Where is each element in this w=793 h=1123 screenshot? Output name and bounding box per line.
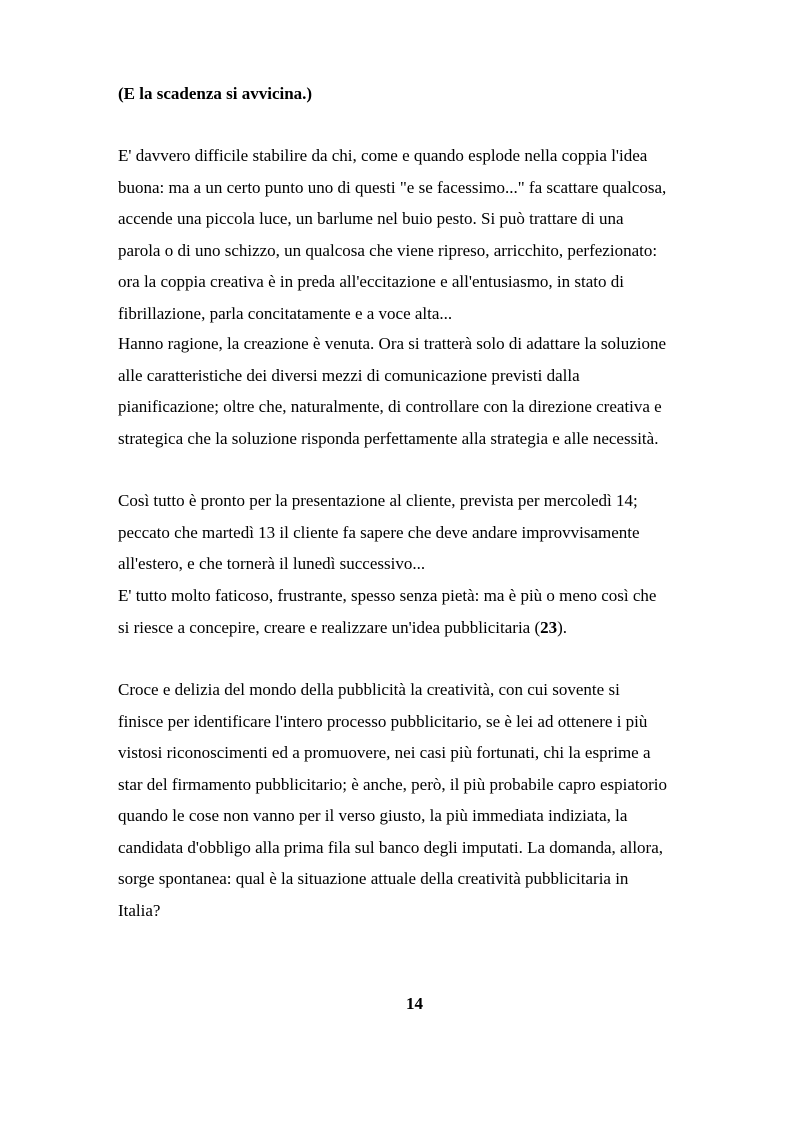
text-segment: ). [557, 617, 568, 637]
text-line: vistosi riconoscimenti ed a promuovere, nei casi più fortunati, chi la esprime a [118, 743, 651, 762]
text-line: candidata d'obbligo alla prima fila sul banco degli imputati. La domanda, allora, [118, 837, 664, 857]
text-line: strategica che la soluzione risponda perfettamente alla strategia e alle necessità. [118, 428, 659, 448]
text-line: E' tutto molto faticoso, frustrante, spesso senza pietà: ma è più o meno così che [118, 586, 657, 605]
text-line: ora la coppia creativa è in preda all'eccitazione e all'entusiasmo, in stato di [118, 272, 624, 291]
text-line: Italia? [118, 900, 161, 920]
text-line: fibrillazione, parla concitatamente e a voce alta... [118, 303, 453, 323]
text-line: Hanno ragione, la creazione è venuta. Ora si tratterà solo di adattare la soluzione [118, 334, 667, 353]
section-heading: (E la scadenza si avvicina.) [118, 84, 313, 103]
text-line: sorge spontanea: qual è la situazione attuale della creatività pubblicitaria in [118, 869, 629, 888]
paragraph-fatigue [118, 580, 718, 643]
text-line [118, 612, 718, 644]
text-line: E' davvero difficile stabilire da chi, come e quando esplode nella coppia l'idea [118, 146, 648, 165]
paragraph-creativity [118, 674, 718, 926]
text-line: star del firmamento pubblicitario; è anche, però, il più probabile capro espiatorio [118, 774, 668, 794]
page-number: 14 [406, 994, 423, 1013]
text-line: finisce per identificare l'intero processo pubblicitario, se è lei ad ottenere i più [118, 711, 648, 731]
text-line: accende una piccola luce, un barlume nel buio pesto. Si può trattare di una [118, 209, 624, 228]
footnote-reference: 23 [540, 617, 558, 637]
paragraph-presentation [118, 485, 718, 580]
text-line: quando le cose non vanno per il verso giusto, la più immediata indiziata, la [118, 806, 628, 825]
text-segment: si riesce a concepire, creare e realizzare un'idea pubblicitaria ( [118, 617, 541, 637]
text-line: peccato che martedì 13 il cliente fa sapere che deve andare improvvisamente [118, 522, 640, 542]
text-line: all'estero, e che tornerà il lunedì successivo... [118, 554, 426, 573]
text-line: pianificazione; oltre che, naturalmente, di controllare con la direzione creativa e [118, 397, 662, 416]
text-line: Croce e delizia del mondo della pubblicità la creatività, con cui sovente si [118, 680, 620, 699]
paragraph-idea [118, 140, 718, 329]
text-line: Così tutto è pronto per la presentazione al cliente, prevista per mercoledì 14; [118, 491, 638, 510]
text-line: parola o di uno schizzo, un qualcosa che viene ripreso, arricchito, perfezionato: [118, 240, 658, 260]
text-line: buona: ma a un certo punto uno di questi "e se facessimo..." fa scattare qualcosa, [118, 177, 667, 197]
paragraph-creation [118, 328, 718, 454]
text-line: alle caratteristiche dei diversi mezzi di comunicazione previsti dalla [118, 365, 580, 385]
